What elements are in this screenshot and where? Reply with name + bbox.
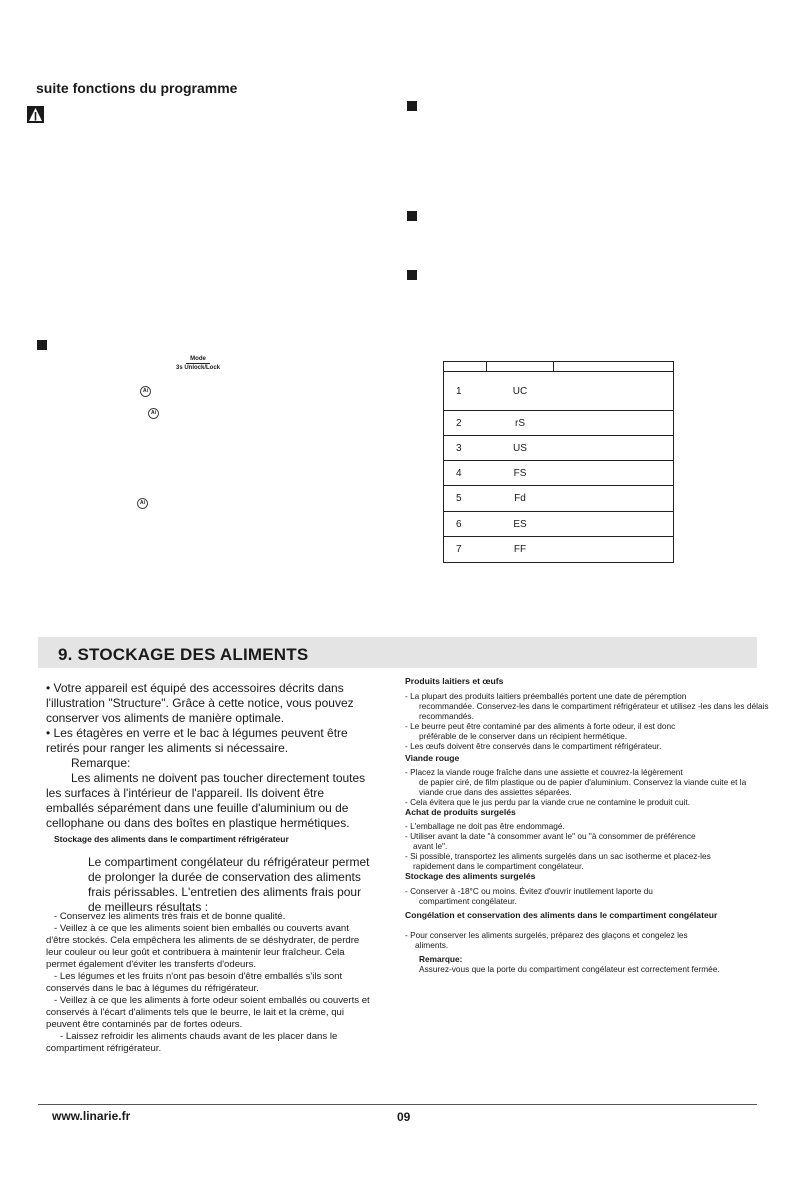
frozen-purchase-heading: Achat de produits surgelés bbox=[405, 807, 516, 817]
intro-block bbox=[46, 681, 368, 831]
list-item: - Veillez à ce que les aliments soient bien emballés ou couverts avant d'être stockés. Cela empêchera les aliments de se déshydrater, de perdre leur couleur ou leur goût et contribuera à maintenir leur fraîcheur. Cela permet également d'éviter les transferts d'odeurs. bbox=[46, 923, 360, 970]
list-item: - La plupart des produits laitiers préemballés portent une date de péremption bbox=[405, 691, 687, 701]
bullet-square-icon bbox=[407, 101, 417, 111]
list-item: - Le beurre peut être contaminé par des aliments à forte odeur, il est donc bbox=[405, 721, 676, 731]
dairy-heading: Produits laitiers et œufs bbox=[405, 676, 504, 686]
table-header-row bbox=[444, 362, 674, 372]
footer-website-link[interactable]: www.linarie.fr bbox=[52, 1109, 131, 1123]
list-item: de papier ciré, de film plastique ou de papier d'aluminium. Conservez la viande cuite et la viande crue dans des assiettes séparées. bbox=[419, 777, 747, 797]
ai-mode-icon: Ai bbox=[140, 386, 151, 397]
list-item: rapidement dans le compartiment congélateur. bbox=[413, 861, 584, 871]
bullet-square-icon bbox=[407, 211, 417, 221]
section-title: 9. STOCKAGE DES ALIMENTS bbox=[58, 645, 309, 664]
list-item: - Utiliser avant la date "à consommer avant le" ou "à consommer de préférence bbox=[405, 831, 696, 841]
remark-text: Assurez-vous que la porte du compartiment congélateur est correctement fermée. bbox=[419, 964, 720, 974]
list-item: - Conserver à -18°C ou moins. Évitez d'ouvrir inutilement laporte du bbox=[405, 886, 653, 896]
paragraph-shelves: • Les étagères en verre et le bac à légumes peuvent être retirés pour ranger les aliments si nécessaire. bbox=[46, 726, 348, 755]
table-row bbox=[444, 486, 674, 512]
list-item: préférable de le conserver dans un récipient hermétique. bbox=[419, 731, 628, 741]
remark-label: Remarque: bbox=[71, 756, 131, 770]
list-item: avant le". bbox=[413, 841, 448, 851]
row-code: ES bbox=[487, 511, 554, 537]
ai-mode-icon: Ai bbox=[137, 498, 148, 509]
list-item: - Conservez les aliments très frais et de bonne qualité. bbox=[54, 911, 286, 922]
table-row bbox=[444, 436, 674, 460]
row-code: UC bbox=[487, 372, 554, 411]
row-number: 6 bbox=[444, 511, 487, 537]
list-item: - Les œufs doivent être conservés dans le compartiment réfrigérateur. bbox=[405, 741, 662, 751]
table-row bbox=[444, 460, 674, 486]
row-code: US bbox=[487, 436, 554, 460]
row-number: 1 bbox=[444, 372, 487, 411]
fridge-tips-list bbox=[46, 911, 371, 1055]
list-item: - L'emballage ne doit pas être endommagé. bbox=[405, 821, 565, 831]
freezing-heading: Congélation et conservation des aliments dans le compartiment congélateur bbox=[405, 910, 718, 920]
row-code: Fd bbox=[487, 486, 554, 512]
right-column bbox=[405, 676, 770, 974]
list-item: aliments. bbox=[415, 940, 449, 950]
row-code: FS bbox=[487, 460, 554, 486]
list-item: - Si possible, transportez les aliments surgelés dans un sac isotherme et placez-les bbox=[405, 851, 711, 861]
table-row bbox=[444, 410, 674, 436]
list-item: recommandée. Conservez-les dans le compartiment réfrigérateur et utilisez -les dans les délais recommandés. bbox=[419, 701, 769, 721]
table-row bbox=[444, 511, 674, 537]
bullet-square-icon bbox=[37, 340, 47, 350]
mode-label-text: Mode bbox=[186, 355, 210, 364]
page-heading: suite fonctions du programme bbox=[36, 80, 238, 96]
fridge-storage-subheading: Stockage des aliments dans le compartiment réfrigérateur bbox=[54, 834, 289, 844]
remark-label: Remarque: bbox=[419, 954, 463, 964]
warning-icon bbox=[27, 106, 44, 123]
list-item: - Laissez refroidir les aliments chauds avant de les placer dans le compartiment réfrigérateur. bbox=[46, 1031, 338, 1054]
row-number: 5 bbox=[444, 486, 487, 512]
footer-divider bbox=[38, 1104, 757, 1105]
row-number: 7 bbox=[456, 544, 462, 556]
page-number: 09 bbox=[397, 1110, 411, 1124]
list-item: - Veillez à ce que les aliments à forte odeur soient emballés ou couverts et conservés à l'écart d'aliments tels que le beurre, le lait et la crème, qui peuvent être contaminés par de fortes odeurs. bbox=[46, 995, 370, 1030]
fridge-intro bbox=[48, 855, 370, 915]
fridge-intro-text: Le compartiment congélateur du réfrigérateur permet de prolonger la durée de conservation des aliments frais périssables. L'entretien des aliments frais pour de meilleurs résultats : bbox=[88, 855, 370, 914]
frozen-storage-heading: Stockage des aliments surgelés bbox=[405, 871, 536, 881]
row-code: FF bbox=[513, 544, 527, 556]
remark-text: Les aliments ne doivent pas toucher directement toutes les surfaces à l'intérieur de l'appareil. Ils doivent être emballés séparément dans une feuille d'aluminium ou de cellophane ou dans des boîtes en plastique hermétiques. bbox=[46, 771, 366, 830]
list-item: - Pour conserver les aliments surgelés, préparez des glaçons et congelez les bbox=[405, 930, 688, 940]
bullet-square-icon bbox=[407, 270, 417, 280]
list-item: - Placez la viande rouge fraîche dans une assiette et couvrez-la légèrement bbox=[405, 767, 683, 777]
list-item: - Les légumes et les fruits n'ont pas besoin d'être emballés s'ils sont conservés dans le bac à légumes du réfrigérateur. bbox=[46, 971, 343, 994]
row-code: rS bbox=[487, 410, 554, 436]
error-code-table bbox=[443, 361, 674, 563]
table-row bbox=[444, 537, 674, 563]
paragraph-accessories: • Votre appareil est équipé des accessoires décrits dans l'illustration "Structure". Grâce à cette notice, vous pouvez conserver vos aliments de manière optimale. bbox=[46, 681, 354, 725]
list-item: - Cela évitera que le jus perdu par la viande crue ne contamine le produit cuit. bbox=[405, 797, 691, 807]
mode-sublabel-text: 3s Unlock/Lock bbox=[176, 365, 221, 371]
row-number: 4 bbox=[444, 460, 487, 486]
table-row bbox=[444, 372, 674, 411]
row-number: 3 bbox=[444, 436, 487, 460]
row-number: 2 bbox=[444, 410, 487, 436]
red-meat-heading: Viande rouge bbox=[405, 753, 460, 763]
list-item: compartiment congélateur. bbox=[419, 896, 517, 906]
mode-button-label bbox=[176, 355, 220, 372]
ai-mode-icon: Ai bbox=[148, 408, 159, 419]
